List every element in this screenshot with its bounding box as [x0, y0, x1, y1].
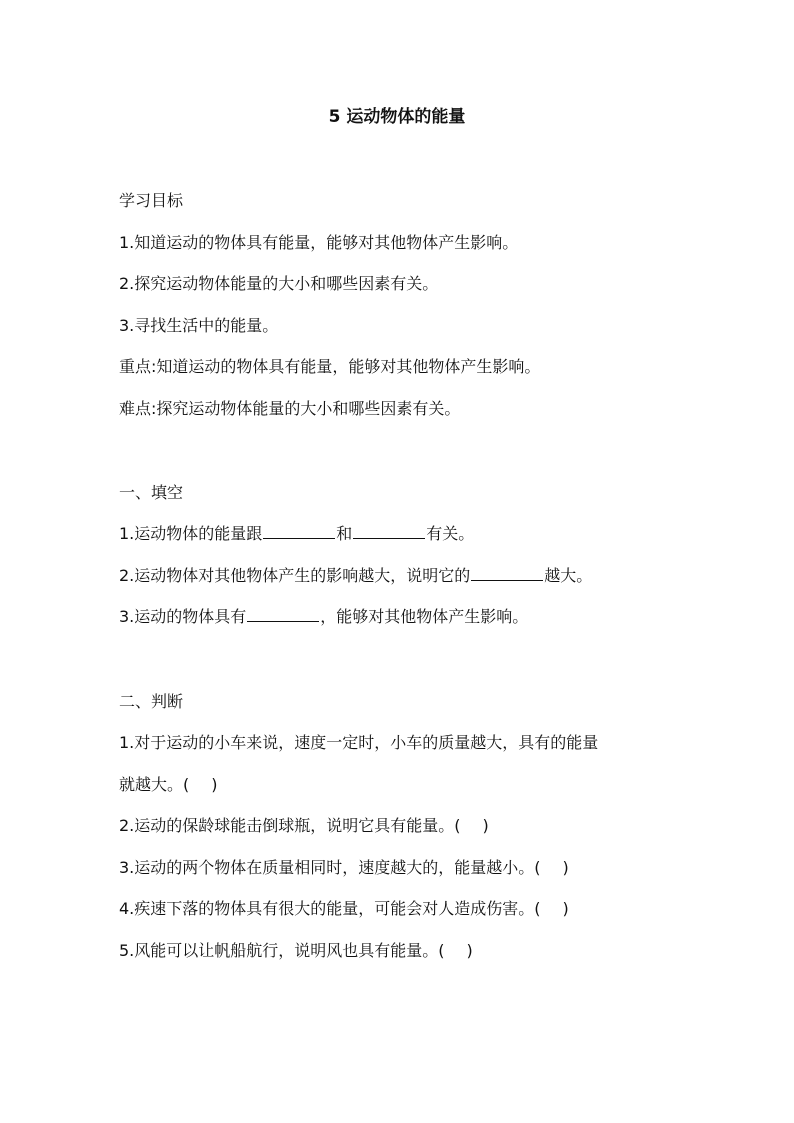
judge-question-1-line-2	[119, 773, 719, 797]
objective-item-3: 3.寻找生活中的能量。	[119, 316, 279, 335]
judge-question-3-text: 3.运动的两个物体在质量相同时，速度越大的，能量越小。	[119, 858, 535, 877]
fill-question-2-text-b: 越大。	[544, 566, 593, 585]
answer-parentheses[interactable]: ( )	[534, 858, 569, 877]
page-title: 5 运动物体的能量	[328, 107, 466, 127]
answer-parentheses[interactable]: ( )	[454, 816, 489, 835]
fill-question-1-text-a: 1.运动物体的能量跟	[119, 524, 263, 543]
answer-blank[interactable]	[247, 607, 319, 622]
judge-question-1-line-1: 1.对于运动的小车来说，速度一定时，小车的质量越大，具有的能量	[119, 733, 599, 752]
fill-question-2	[119, 564, 719, 588]
answer-blank[interactable]	[353, 524, 425, 539]
answer-parentheses[interactable]: ( )	[438, 941, 473, 960]
key-point: 重点:知道运动的物体具有能量，能够对其他物体产生影响。	[119, 357, 541, 376]
objectives-heading: 学习目标	[119, 191, 184, 210]
difficult-point: 难点:探究运动物体能量的大小和哪些因素有关。	[119, 399, 461, 418]
answer-parentheses[interactable]: ( )	[183, 775, 218, 794]
fill-blank-heading: 一、填空	[119, 483, 184, 502]
fill-question-2-text-a: 2.运动物体对其他物体产生的影响越大，说明它的	[119, 566, 471, 585]
judge-question-2-text: 2.运动的保龄球能击倒球瓶，说明它具有能量。	[119, 816, 455, 835]
objective-item-1: 1.知道运动的物体具有能量，能够对其他物体产生影响。	[119, 233, 519, 252]
judge-question-5	[119, 939, 719, 963]
fill-question-1-text-c: 有关。	[426, 524, 475, 543]
answer-blank[interactable]	[471, 566, 543, 581]
fill-question-1	[119, 522, 719, 546]
answer-parentheses[interactable]: ( )	[534, 899, 569, 918]
answer-blank[interactable]	[263, 524, 335, 539]
judge-question-2	[119, 814, 719, 838]
objective-item-2: 2.探究运动物体能量的大小和哪些因素有关。	[119, 274, 439, 293]
judge-question-4-text: 4.疾速下落的物体具有很大的能量，可能会对人造成伤害。	[119, 899, 535, 918]
fill-question-1-text-b: 和	[336, 524, 353, 543]
judge-question-4	[119, 897, 719, 921]
fill-question-3-text-a: 3.运动的物体具有	[119, 607, 247, 626]
judge-question-1-text: 就越大。	[119, 775, 184, 794]
fill-question-3	[119, 605, 719, 629]
fill-question-3-text-b: ，能够对其他物体产生影响。	[320, 607, 529, 626]
judge-question-5-text: 5.风能可以让帆船航行，说明风也具有能量。	[119, 941, 439, 960]
judge-heading: 二、判断	[119, 692, 184, 711]
judge-question-3	[119, 856, 719, 880]
